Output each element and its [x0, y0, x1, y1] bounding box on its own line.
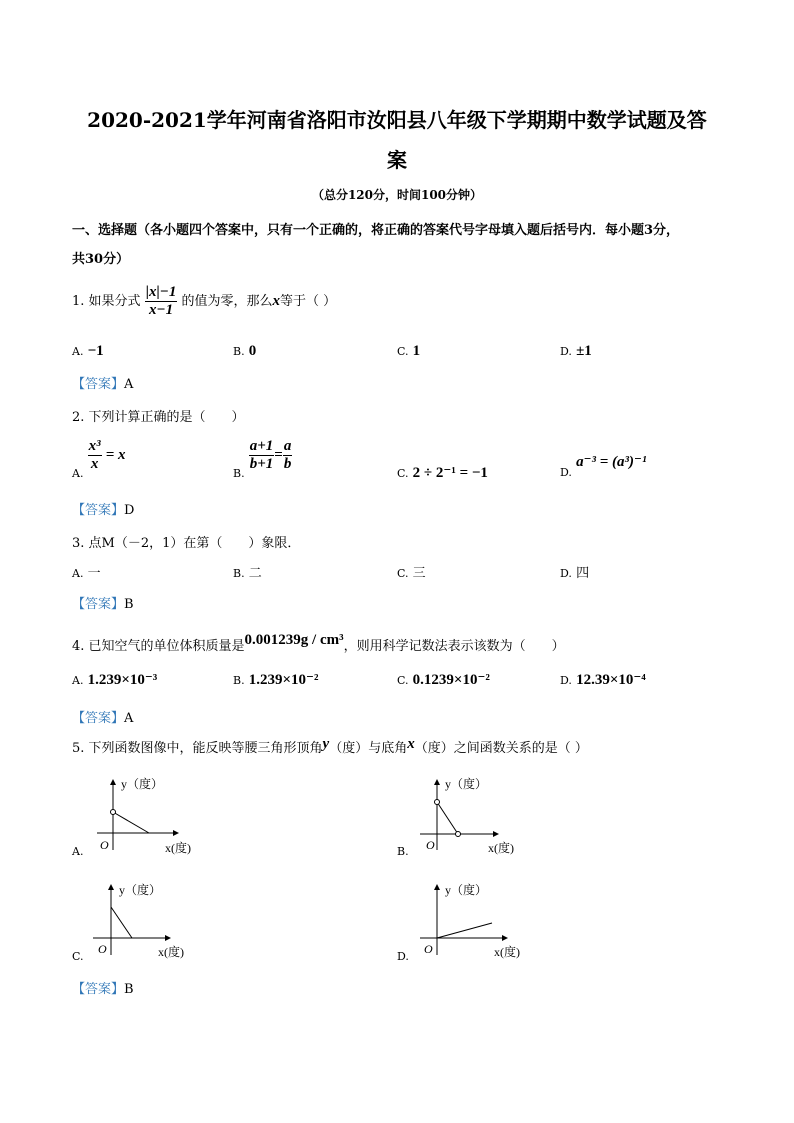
question-5: 5. 下列函数图像中，能反映等腰三角形顶角y（度）与底角x（度）之间函数关系的是（ ） [72, 736, 588, 756]
answer-5: 【答案】B [72, 982, 134, 997]
title-line-1: 2020-2021学年河南省洛阳市汝阳县八年级下学期期中数学试题及答 [87, 108, 707, 132]
question-3: 3. 点M（－2，1）在第（ ）象限． [72, 536, 301, 551]
svg-text:O: O [100, 838, 109, 852]
option-b: B. 0 [233, 343, 257, 359]
subtitle: （总分120分，时间100分钟） [311, 188, 483, 202]
option-d: D. 四 [560, 566, 590, 581]
option-d-label: D. [397, 950, 409, 963]
question-1: 1. 如果分式 $\frac{|x|-1}{x-1}$ 的值为零，那么x等于（ ） [72, 284, 337, 318]
option-b: B. 1.239×10⁻² [233, 672, 319, 688]
answer-2: 【答案】D [72, 503, 135, 518]
option-c: C. 三 [397, 566, 426, 581]
option-b: $_{B.}$ $\frac{a+1}{b+1}$ = $\frac{a}{b}$ [233, 438, 292, 480]
option-a-label: A. [72, 845, 84, 858]
fraction: $\frac{|x|-1}{x-1}$ [145, 284, 177, 318]
answer-1: 【答案】A [72, 377, 134, 392]
svg-text:y（度）: y（度） [119, 883, 162, 897]
option-b: B. 二 [233, 566, 262, 581]
option-a: $_{A.}$ $\frac{\text{x³}}{x}$ = x [72, 438, 126, 480]
svg-text:y（度）: y（度） [445, 777, 488, 791]
option-b-label: B. [397, 845, 409, 858]
question-2: 2. 下列计算正确的是（ ） [72, 410, 245, 425]
option-a: A. 1.239×10⁻³ [72, 672, 158, 688]
option-d: D. ±1 [560, 343, 592, 359]
option-c: C. 1 [397, 343, 421, 359]
function-graphs [60, 770, 560, 980]
section-heading-cont: 共30分） [72, 252, 130, 267]
option-c: C. 0.1239×10⁻² [397, 672, 490, 688]
option-c-label: C. [72, 950, 84, 963]
svg-text:x(度): x(度) [158, 945, 184, 959]
svg-text:x(度): x(度) [494, 945, 520, 959]
option-c: C. 2 ÷ 2⁻¹ = −1 [397, 465, 488, 481]
section-heading: 一、选择题（各小题四个答案中，只有一个正确的，将正确的答案代号字母填入题后括号内．每小题3分， [72, 223, 680, 238]
option-d: $_{D.}$ a⁻³ = (a³)⁻¹ [560, 454, 647, 479]
svg-text:x(度): x(度) [488, 841, 514, 855]
axis-x-label: x(度) [165, 841, 191, 855]
option-a: A. 一 [72, 566, 101, 581]
svg-text:O: O [98, 942, 107, 956]
svg-text:y（度）: y（度） [445, 883, 488, 897]
axis-y-label: y（度） [121, 777, 164, 791]
svg-text:O: O [424, 942, 433, 956]
title-line-2: 案 [387, 148, 407, 172]
option-d: D. 12.39×10⁻⁴ [560, 672, 646, 688]
option-a: A. −1 [72, 343, 104, 359]
answer-3: 【答案】B [72, 597, 134, 612]
answer-4: 【答案】A [72, 711, 134, 726]
svg-text:O: O [426, 838, 435, 852]
question-4: 4. 已知空气的单位体积质量是0.001239g / cm³，则用科学记数法表示该数为（ ） [72, 632, 565, 654]
